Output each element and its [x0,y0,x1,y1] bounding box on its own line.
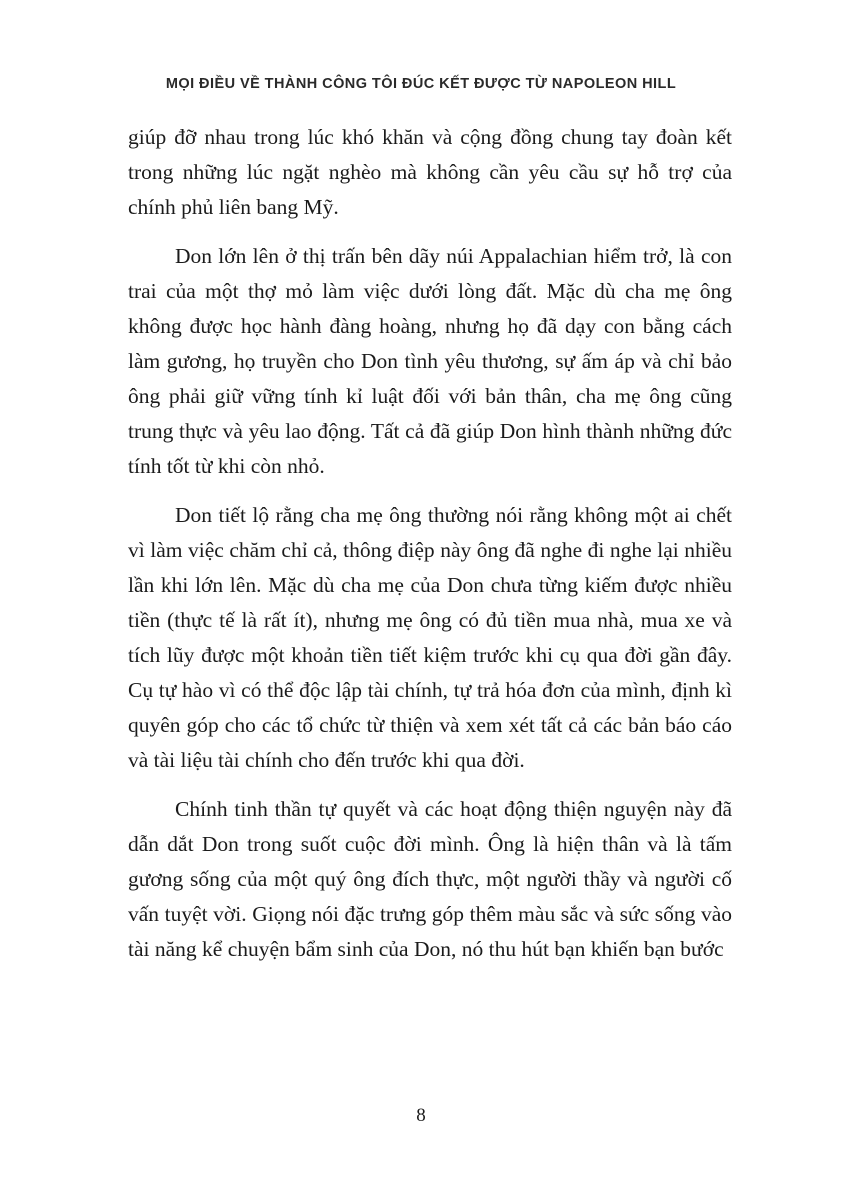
page-number: 8 [416,1105,426,1126]
paragraph: Don tiết lộ rằng cha mẹ ông thường nói rằng không một ai chết vì làm việc chăm chỉ cả, thông điệp này ông đã nghe đi nghe lại nhiều lần khi lớn lên. Mặc dù cha mẹ của Don chưa từng kiếm được nhiều tiền (thực tế là rất ít), nhưng mẹ ông có đủ tiền mua nhà, mua xe và tích lũy được một khoản tiền tiết kiệm trước khi cụ qua đời gần đây. Cụ tự hào vì có thể độc lập tài chính, tự trả hóa đơn của mình, định kì quyên góp cho các tổ chức từ thiện và xem xét tất cả các bản báo cáo và tài liệu tài chính cho đến trước khi qua đời. [128,503,732,772]
running-header-regular: MỌI ĐIỀU VỀ THÀNH CÔNG TÔI ĐÚC KẾT ĐƯỢC TỪ [165,76,552,92]
body-text [128,120,732,981]
running-header-author: NAPOLEON HILL [551,76,677,92]
paragraph-continuation: giúp đỡ nhau trong lúc khó khăn và cộng đồng chung tay đoàn kết trong những lúc ngặt nghèo mà không cần yêu cầu sự hỗ trợ của chính phủ liên bang Mỹ. [128,125,732,219]
running-header [0,76,842,92]
paragraph: Chính tinh thần tự quyết và các hoạt động thiện nguyện này đã dẫn dắt Don trong suốt cuộc đời mình. Ông là hiện thân và là tấm gương sống của một quý ông đích thực, một người thầy và người cố vấn tuyệt vời. Giọng nói đặc trưng góp thêm màu sắc và sức sống vào tài năng kể chuyện bẩm sinh của Don, nó thu hút bạn khiến bạn bước [128,797,732,961]
paragraph: Don lớn lên ở thị trấn bên dãy núi Appalachian hiểm trở, là con trai của một thợ mỏ làm việc dưới lòng đất. Mặc dù cha mẹ ông không được học hành đàng hoàng, nhưng họ đã dạy con bằng cách làm gương, họ truyền cho Don tình yêu thương, sự ấm áp và chỉ bảo ông phải giữ vững tính kỉ luật đối với bản thân, cha mẹ ông cũng trung thực và yêu lao động. Tất cả đã giúp Don hình thành những đức tính tốt từ khi còn nhỏ. [128,244,732,478]
